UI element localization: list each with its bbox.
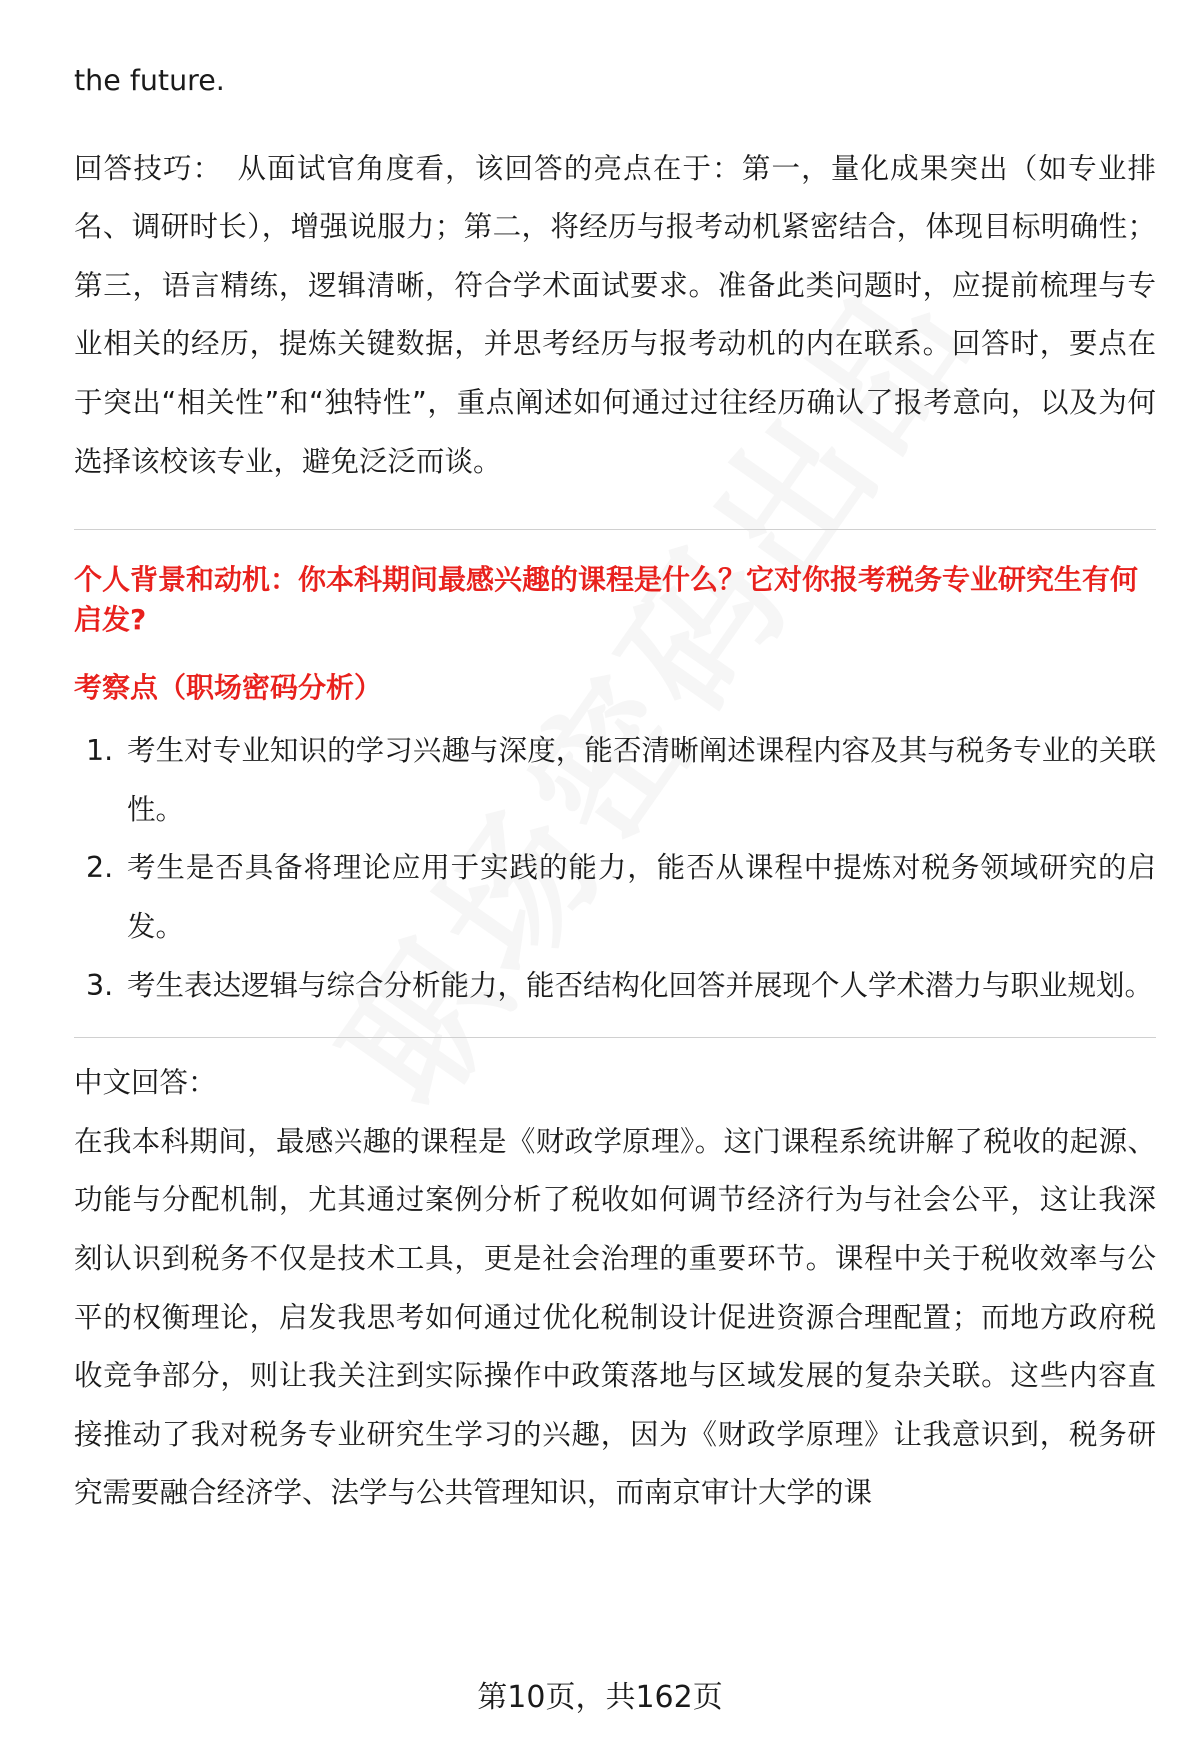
list-item-number: 2. xyxy=(86,851,114,885)
previous-answer-tail: the future. xyxy=(74,64,225,97)
answer-label: 中文回答： xyxy=(74,1066,217,1100)
list-item-text: 考生对专业知识的学习兴趣与深度，能否清晰阐述课程内容及其与税务专业的关联性。 xyxy=(127,734,1156,826)
list-item xyxy=(74,839,1156,956)
question-title: 个人背景和动机：你本科期间最感兴趣的课程是什么？它对你报考税务专业研究生有何启发? xyxy=(74,563,1139,637)
page-number: 第10页，共162页 xyxy=(477,1680,723,1715)
focus-points-list xyxy=(74,722,1156,1015)
list-item xyxy=(74,957,1156,1016)
list-item-text: 考生表达逻辑与综合分析能力，能否结构化回答并展现个人学术潜力与职业规划。 xyxy=(127,968,1154,1002)
section-divider xyxy=(74,1037,1156,1038)
answer-text: 在我本科期间，最感兴趣的课程是《财政学原理》。这门课程系统讲解了税收的起源、功能与分配机制，尤其通过案例分析了税收如何调节经济行为与社会公平，这让我深刻认识到税务不仅是技术工具，更是社会治理的重要环节。课程中关于税收效率与公平的权衡理论，启发我思考如何通过优化税制设计促进资源合理配置；而地方政府税收竞争部分，则让我关注到实际操作中政策落地与区域发展的复杂关联。这些内容直接推动了我对税务专业研究生学习的兴趣，因为《财政学原理》让我意识到，税务研究需要融合经济学、法学与公共管理知识，而南京审计大学的课 xyxy=(74,1124,1156,1510)
answer-tips-label: 回答技巧： xyxy=(74,151,223,185)
list-item-number: 3. xyxy=(86,968,114,1002)
list-item xyxy=(74,722,1156,839)
list-item-text: 考生是否具备将理论应用于实践的能力，能否从课程中提炼对税务领域研究的启发。 xyxy=(127,851,1156,943)
page-content xyxy=(74,52,1156,1523)
focus-heading: 考察点（职场密码分析） xyxy=(74,671,383,705)
answer-tips-text: 从面试官角度看，该回答的亮点在于：第一，量化成果突出（如专业排名、调研时长），增强说服力；第二，将经历与报考动机紧密结合，体现目标明确性；第三，语言精练，逻辑清晰，符合学术面试要求。准备此类问题时，应提前梳理与专业相关的经历，提炼关键数据，并思考经历与报考动机的内在联系。回答时，要点在于突出“相关性”和“独特性”，重点阐述如何通过过往经历确认了报考意向，以及为何选择该校该专业，避免泛泛而谈。 xyxy=(74,151,1156,478)
list-item-number: 1. xyxy=(86,734,114,768)
answer-tips xyxy=(74,140,1156,492)
section-divider xyxy=(74,529,1156,530)
